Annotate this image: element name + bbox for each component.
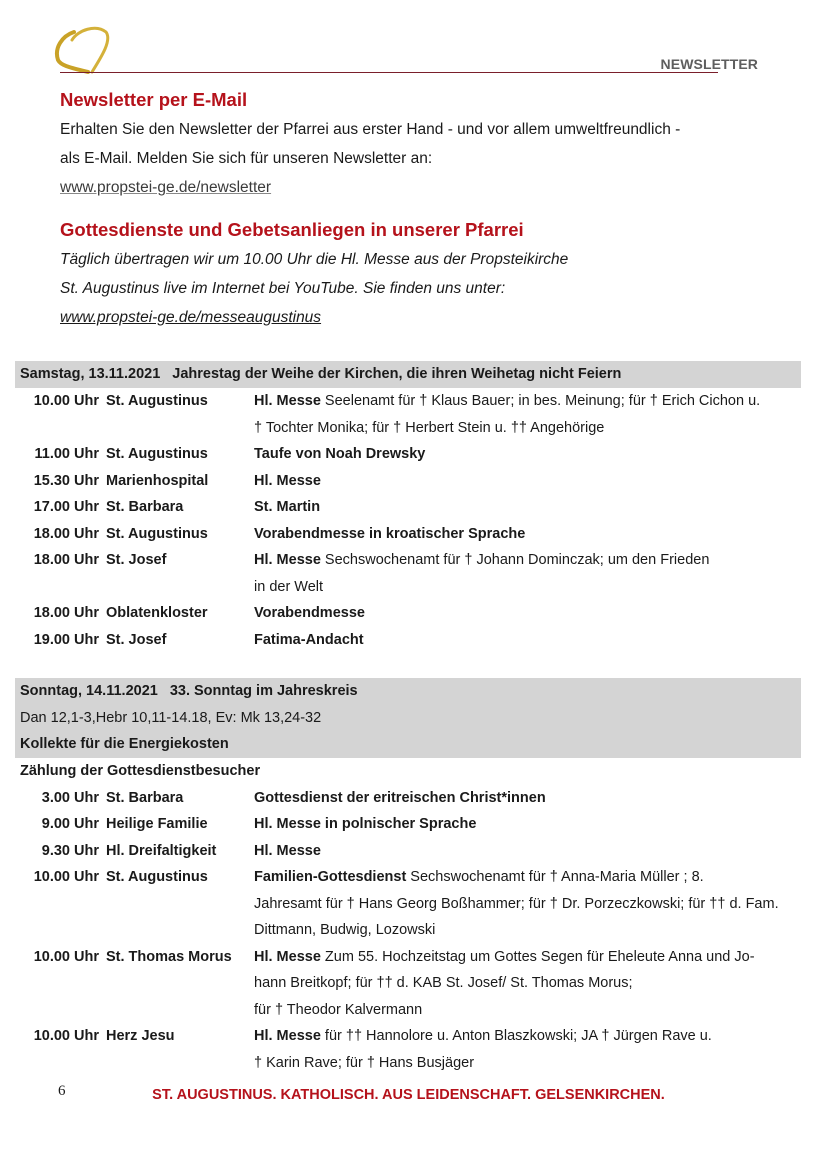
page-number: 6 <box>58 1083 66 1099</box>
services-line-2: St. Augustinus live im Internet bei YouTube. Sie finden uns unter: <box>60 280 506 297</box>
row-text: Seelenamt für † Klaus Bauer; in bes. Meinung; für † Erich Cichon u. <box>320 393 761 409</box>
row-time: 19.00 Uhr <box>33 631 99 648</box>
row-time: 10.00 Uhr <box>33 393 99 409</box>
saturday-header <box>15 361 801 388</box>
saturday-header-band <box>15 361 801 388</box>
row-title: Vorabendmesse in kroatischer Sprache <box>254 525 526 542</box>
row-place: Marienhospital <box>106 472 209 489</box>
row-title: Taufe von Noah Drewsky <box>254 446 426 462</box>
schedule-row-continuation <box>15 1050 815 1077</box>
schedule-row-continuation <box>15 997 815 1024</box>
row-title: Hl. Messe <box>254 552 321 568</box>
header-rule <box>60 72 718 73</box>
schedule-row <box>15 785 815 812</box>
services-heading: Gottesdienste und Gebetsanliegen in unserer Pfarrei <box>60 219 524 240</box>
sunday-note-row <box>15 758 815 785</box>
livestream-link[interactable]: www.propstei-ge.de/messeaugustinus <box>60 309 322 326</box>
sunday-header <box>15 678 801 705</box>
sunday-note: Zählung der Gottesdienstbesucher <box>20 763 261 779</box>
row-text-continuation: in der Welt <box>254 578 324 595</box>
schedule-row-continuation <box>15 574 815 601</box>
schedule-row <box>15 547 815 574</box>
row-time: 10.00 Uhr <box>33 1028 99 1044</box>
saturday-schedule <box>15 388 815 653</box>
row-description <box>254 388 814 415</box>
sunday-date: Sonntag, 14.11.2021 <box>20 683 158 699</box>
row-title: Hl. Messe in polnischer Sprache <box>254 816 477 832</box>
schedule-row <box>15 811 815 838</box>
row-time: 18.00 Uhr <box>33 552 99 568</box>
newsletter-line-2: als E-Mail. Melden Sie sich für unseren Newsletter an: <box>60 150 433 167</box>
newsletter-section <box>60 89 780 202</box>
row-title: Fatima-Andacht <box>254 631 364 648</box>
row-place: Hl. Dreifaltigkeit <box>106 842 217 859</box>
row-text-continuation: † Karin Rave; für † Hans Busjäger <box>254 1054 475 1071</box>
header-label: NEWSLETTER <box>660 56 758 72</box>
row-text-continuation: Dittmann, Budwig, Lozowski <box>254 922 436 938</box>
schedule-row <box>15 627 815 654</box>
row-time: 9.00 Uhr <box>41 816 99 832</box>
schedule-row-continuation <box>15 891 815 918</box>
row-time: 11.00 Uhr <box>34 446 99 462</box>
sunday-schedule <box>15 758 815 1076</box>
saturday-occasion: Jahrestag der Weihe der Kirchen, die ihren Weihetag nicht Feiern <box>172 366 622 382</box>
row-title: Hl. Messe <box>254 1028 321 1044</box>
row-title: Hl. Messe <box>254 472 321 489</box>
row-title: Gottesdienst der eritreischen Christ*innen <box>254 789 546 806</box>
row-time: 3.00 Uhr <box>41 789 99 806</box>
schedule-row <box>15 388 815 415</box>
row-title: Hl. Messe <box>254 393 321 409</box>
row-text: Sechswochenamt für † Anna-Maria Müller ; 8. <box>406 869 704 885</box>
row-time: 18.00 Uhr <box>33 605 99 621</box>
row-time: 10.00 Uhr <box>33 948 99 965</box>
schedule-row <box>15 521 815 548</box>
row-text: Sechswochenamt für † Johann Dominczak; um den Frieden <box>320 552 710 568</box>
row-text-continuation: für † Theodor Kalvermann <box>254 1001 423 1018</box>
row-title: Familien-Gottesdienst <box>254 869 407 885</box>
sunday-occasion: 33. Sonntag im Jahreskreis <box>169 683 358 699</box>
row-text-continuation: Jahresamt für † Hans Georg Boßhammer; für † Dr. Porzeczkowski; für †† d. Fam. <box>254 895 779 912</box>
row-title: Vorabendmesse <box>254 605 365 621</box>
schedule-row-continuation <box>15 415 815 442</box>
schedule-row <box>15 494 815 521</box>
saturday-date: Samstag, 13.11.2021 <box>20 366 161 382</box>
row-title: St. Martin <box>254 499 321 515</box>
row-place: St. Augustinus <box>106 525 208 542</box>
schedule-row <box>15 468 815 495</box>
row-place: St. Josef <box>106 631 167 648</box>
row-text: Zum 55. Hochzeitstag um Gottes Segen für Eheleute Anna und Jo- <box>320 948 755 965</box>
row-place: St. Augustinus <box>106 446 208 462</box>
row-time: 18.00 Uhr <box>33 525 99 542</box>
row-text: für †† Hannolore u. Anton Blaszkowski; JA † Jürgen Rave u. <box>320 1028 712 1044</box>
schedule-row-continuation <box>15 917 815 944</box>
newsletter-heading: Newsletter per E-Mail <box>60 89 248 110</box>
row-time: 17.00 Uhr <box>33 499 99 515</box>
row-title: Hl. Messe <box>254 948 321 965</box>
newsletter-link[interactable]: www.propstei-ge.de/newsletter <box>60 179 272 196</box>
schedule-row <box>15 838 815 865</box>
services-section <box>60 219 780 332</box>
row-text-continuation: hann Breitkopf; für †† d. KAB St. Josef/ St. Thomas Morus; <box>254 975 633 991</box>
row-place: St. Josef <box>106 552 167 568</box>
schedule-row <box>15 1023 815 1050</box>
sunday-collection: Kollekte für die Energiekosten <box>20 736 229 752</box>
schedule-row-continuation <box>15 970 815 997</box>
row-title: Hl. Messe <box>254 842 321 859</box>
footer-claim: ST. AUGUSTINUS. KATHOLISCH. AUS LEIDENSCHAFT. GELSENKIRCHEN. <box>152 1087 665 1103</box>
row-place: Oblatenkloster <box>106 605 208 621</box>
row-time: 9.30 Uhr <box>41 842 99 859</box>
row-place: St. Thomas Morus <box>106 948 232 965</box>
row-place: St. Barbara <box>106 499 184 515</box>
row-place: Heilige Familie <box>106 816 208 832</box>
row-place: St. Augustinus <box>106 869 208 885</box>
schedule-row <box>15 600 815 627</box>
services-line-1: Täglich übertragen wir um 10.00 Uhr die Hl. Messe aus der Propsteikirche <box>60 251 569 268</box>
newsletter-line-1: Erhalten Sie den Newsletter der Pfarrei aus erster Hand - und vor allem umweltfreundlich - <box>60 121 681 138</box>
sunday-header-band <box>15 678 801 758</box>
schedule-row <box>15 944 815 971</box>
row-time: 15.30 Uhr <box>33 472 99 489</box>
row-time: 10.00 Uhr <box>33 869 99 885</box>
row-text-continuation: † Tochter Monika; für † Herbert Stein u. †† Angehörige <box>254 419 605 436</box>
sunday-readings: Dan 12,1-3,Hebr 10,11-14.18, Ev: Mk 13,24-32 <box>20 709 322 726</box>
schedule-row <box>15 441 815 468</box>
heart-logo-icon <box>52 26 112 74</box>
row-place: Herz Jesu <box>106 1028 175 1044</box>
row-place: St. Augustinus <box>106 393 208 409</box>
schedule-row <box>15 864 815 891</box>
row-place: St. Barbara <box>106 789 184 806</box>
